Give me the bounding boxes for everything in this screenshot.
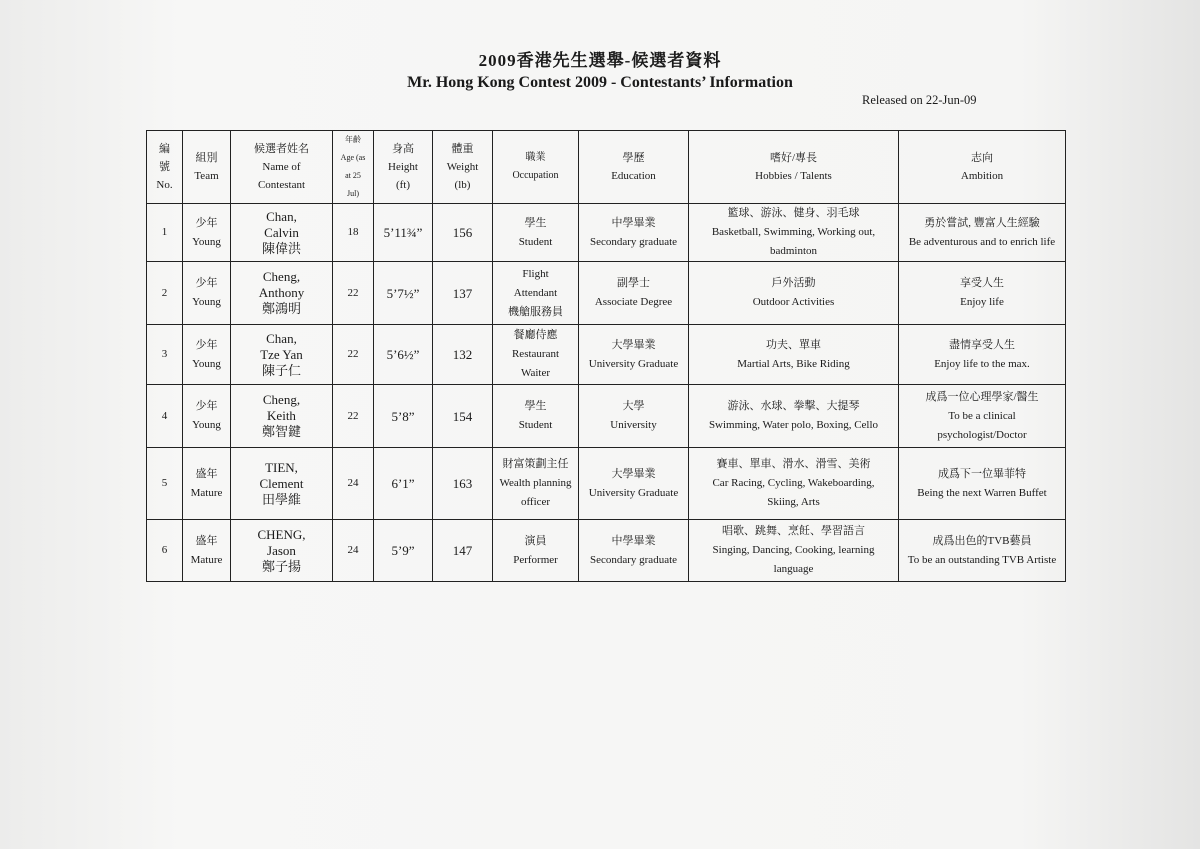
cell-ambition: 成爲一位心理學家/醫生 To be a clinical psychologist/Doctor bbox=[899, 385, 1066, 448]
cell-team: 少年 Young bbox=[183, 204, 231, 262]
cell-height: 6’1” bbox=[374, 448, 433, 520]
cell-no: 4 bbox=[147, 385, 183, 448]
cell-team: 少年 Young bbox=[183, 385, 231, 448]
cell-education: 中學畢業 Secondary graduate bbox=[579, 204, 689, 262]
cell-age: 22 bbox=[333, 325, 374, 385]
cell-weight: 163 bbox=[433, 448, 493, 520]
cell-no: 6 bbox=[147, 520, 183, 582]
table-row bbox=[147, 325, 1066, 385]
cell-education: 大學畢業 University Graduate bbox=[579, 325, 689, 385]
header-ambition: 志向 Ambition bbox=[899, 131, 1066, 204]
cell-no: 1 bbox=[147, 204, 183, 262]
cell-name: Chan, Tze Yan 陳子仁 bbox=[231, 325, 333, 385]
cell-occupation: 餐廳侍應 Restaurant Waiter bbox=[493, 325, 579, 385]
cell-weight: 154 bbox=[433, 385, 493, 448]
table-row bbox=[147, 262, 1066, 325]
cell-no: 2 bbox=[147, 262, 183, 325]
cell-name: CHENG, Jason 鄭子揚 bbox=[231, 520, 333, 582]
table-row bbox=[147, 385, 1066, 448]
cell-name: Cheng, Keith 鄭智鍵 bbox=[231, 385, 333, 448]
cell-weight: 156 bbox=[433, 204, 493, 262]
cell-height: 5’6½” bbox=[374, 325, 433, 385]
cell-education: 大學 University bbox=[579, 385, 689, 448]
header-name: 候選者姓名 Name of Contestant bbox=[231, 131, 333, 204]
cell-name: Chan, Calvin 陳偉洪 bbox=[231, 204, 333, 262]
contestants-table bbox=[146, 130, 1066, 582]
header-team: 組別 Team bbox=[183, 131, 231, 204]
cell-team: 盛年 Mature bbox=[183, 520, 231, 582]
cell-hobbies: 戶外活動 Outdoor Activities bbox=[689, 262, 899, 325]
cell-no: 5 bbox=[147, 448, 183, 520]
cell-occupation: Flight Attendant 機艙服務員 bbox=[493, 262, 579, 325]
header-no: 編 號 No. bbox=[147, 131, 183, 204]
cell-age: 24 bbox=[333, 520, 374, 582]
cell-ambition: 成爲出色的TVB藝員 To be an outstanding TVB Artiste bbox=[899, 520, 1066, 582]
cell-height: 5’8” bbox=[374, 385, 433, 448]
cell-ambition: 勇於嘗試, 豐富人生經驗 Be adventurous and to enrich life bbox=[899, 204, 1066, 262]
cell-age: 18 bbox=[333, 204, 374, 262]
title-chinese: 2009香港先生選舉-候選者資料 bbox=[478, 51, 722, 70]
cell-height: 5’9” bbox=[374, 520, 433, 582]
cell-age: 24 bbox=[333, 448, 374, 520]
cell-height: 5’7½” bbox=[374, 262, 433, 325]
header-occupation: 職業 Occupation bbox=[493, 131, 579, 204]
table-row bbox=[147, 520, 1066, 582]
cell-hobbies: 功夫、單車 Martial Arts, Bike Riding bbox=[689, 325, 899, 385]
cell-occupation: 學生 Student bbox=[493, 204, 579, 262]
header-age: 年齡 Age (as at 25 Jul) bbox=[333, 131, 374, 204]
cell-occupation: 演員 Performer bbox=[493, 520, 579, 582]
cell-name: TIEN, Clement 田學維 bbox=[231, 448, 333, 520]
cell-education: 大學畢業 University Graduate bbox=[579, 448, 689, 520]
release-date: Released on 22-Jun-09 bbox=[862, 93, 977, 107]
cell-hobbies: 游泳、水球、拳擊、大提琴 Swimming, Water polo, Boxing, Cello bbox=[689, 385, 899, 448]
cell-age: 22 bbox=[333, 262, 374, 325]
header-weight: 體重 Weight (lb) bbox=[433, 131, 493, 204]
cell-no: 3 bbox=[147, 325, 183, 385]
header-education: 學歷 Education bbox=[579, 131, 689, 204]
cell-hobbies: 唱歌、跳舞、烹飪、學習語言 Singing, Dancing, Cooking, learning language bbox=[689, 520, 899, 582]
cell-ambition: 享受人生 Enjoy life bbox=[899, 262, 1066, 325]
header-row bbox=[147, 131, 1066, 204]
cell-education: 中學畢業 Secondary graduate bbox=[579, 520, 689, 582]
header-height: 身高 Height (ft) bbox=[374, 131, 433, 204]
cell-weight: 147 bbox=[433, 520, 493, 582]
cell-weight: 137 bbox=[433, 262, 493, 325]
cell-name: Cheng, Anthony 鄭鴻明 bbox=[231, 262, 333, 325]
cell-team: 少年 Young bbox=[183, 262, 231, 325]
cell-hobbies: 賽車、單車、滑水、滑雪、美術 Car Racing, Cycling, Wakeboarding, Skiing, Arts bbox=[689, 448, 899, 520]
cell-height: 5’11¾” bbox=[374, 204, 433, 262]
title-english: Mr. Hong Kong Contest 2009 - Contestants’ Information bbox=[407, 74, 793, 91]
cell-weight: 132 bbox=[433, 325, 493, 385]
cell-ambition: 成爲下一位畢菲特 Being the next Warren Buffet bbox=[899, 448, 1066, 520]
table-row bbox=[147, 448, 1066, 520]
cell-team: 少年 Young bbox=[183, 325, 231, 385]
header-hobbies: 嗜好/專長 Hobbies / Talents bbox=[689, 131, 899, 204]
table-row bbox=[147, 204, 1066, 262]
cell-ambition: 盡情享受人生 Enjoy life to the max. bbox=[899, 325, 1066, 385]
cell-age: 22 bbox=[333, 385, 374, 448]
cell-hobbies: 籃球、游泳、健身、羽毛球 Basketball, Swimming, Working out, badminton bbox=[689, 204, 899, 262]
cell-education: 副學士 Associate Degree bbox=[579, 262, 689, 325]
cell-occupation: 學生 Student bbox=[493, 385, 579, 448]
cell-team: 盛年 Mature bbox=[183, 448, 231, 520]
cell-occupation: 財富策劃主任 Wealth planning officer bbox=[493, 448, 579, 520]
